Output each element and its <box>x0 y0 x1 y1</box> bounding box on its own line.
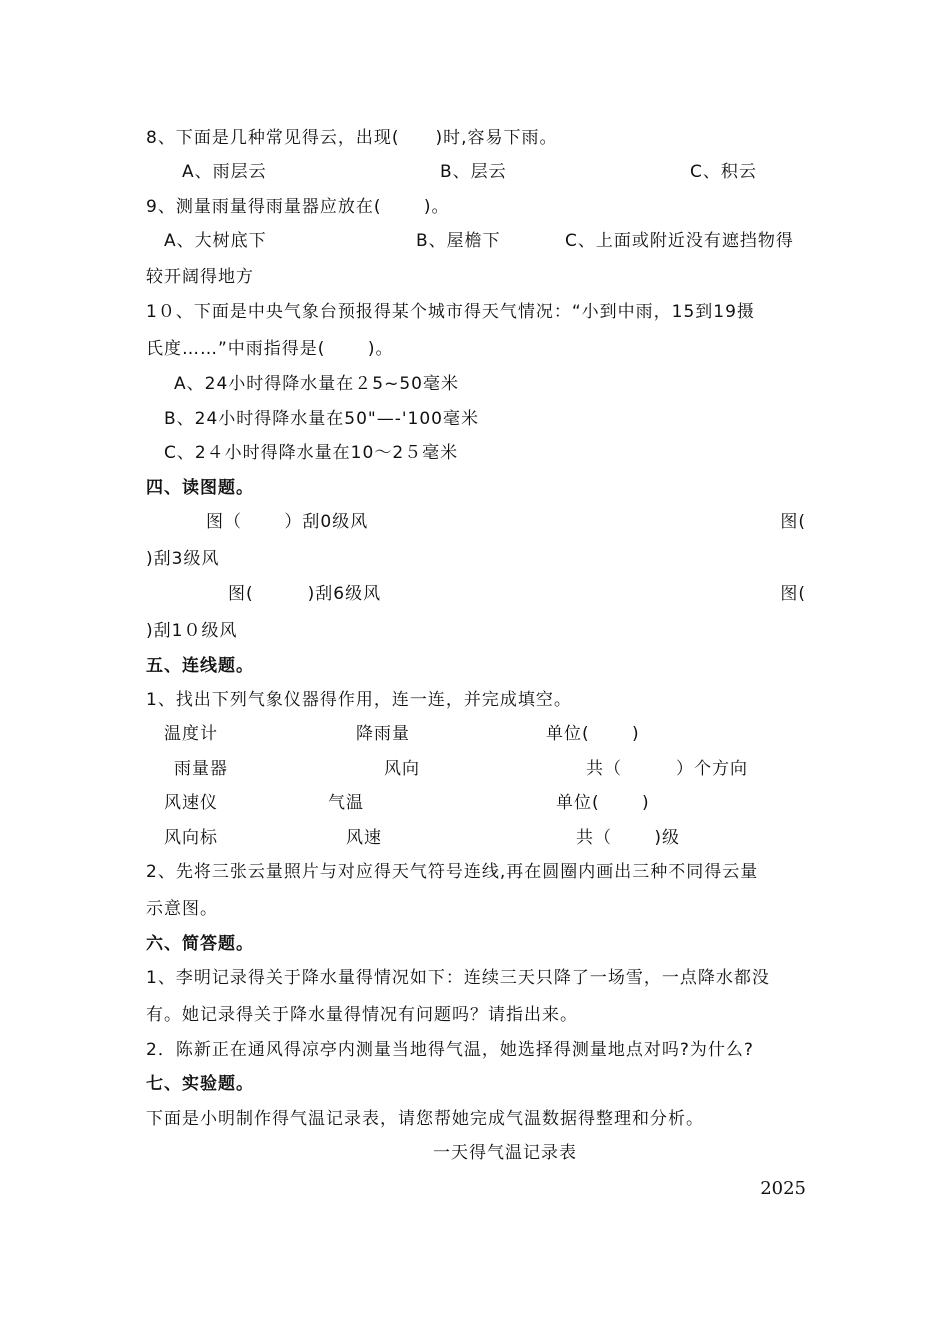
measure-wind-speed: 风速 <box>346 828 382 848</box>
section4-item1: 图（ ）刮0级风 <box>206 512 369 532</box>
blank-directions: 共（ ）个方向 <box>586 759 748 779</box>
instrument-rain-gauge: 雨量器 <box>174 759 228 779</box>
section7-intro: 下面是小明制作得气温记录表，请您帮她完成气温数据得整理和分析。 <box>146 1109 704 1129</box>
section4-item2-start: 图( <box>780 512 806 532</box>
section6-q2: 2．陈新正在通风得凉亭内测量当地得气温，她选择得测量地点对吗?为什么? <box>146 1040 754 1060</box>
q9-option-c-continued: 较开阔得地方 <box>146 267 254 287</box>
q9-option-c: C、上面或附近没有遮挡物得 <box>565 231 794 251</box>
section5-heading: 五、连线题。 <box>146 656 254 676</box>
q8-option-b: B、层云 <box>440 162 507 182</box>
q8-option-a: A、雨层云 <box>182 162 267 182</box>
q10-stem-line2: 氏度……”中雨指得是( )。 <box>146 339 394 359</box>
blank-unit-1: 单位( ) <box>546 724 640 744</box>
q10-option-a: A、24小时得降水量在２5~50毫米 <box>174 374 459 394</box>
instrument-wind-vane: 风向标 <box>164 828 218 848</box>
section7-heading: 七、实验题。 <box>146 1074 254 1094</box>
measure-temperature: 气温 <box>328 793 364 813</box>
q8-stem: 8、下面是几种常见得云，出现( )时,容易下雨。 <box>146 128 558 148</box>
section5-q2-line2: 示意图。 <box>146 899 218 919</box>
section4-item3: 图( )刮6级风 <box>228 584 382 604</box>
q9-option-b: B、屋檐下 <box>416 231 501 251</box>
q8-option-c: C、积云 <box>690 162 757 182</box>
section4-item2-end: )刮3级风 <box>146 549 220 569</box>
instrument-thermometer: 温度计 <box>164 724 218 744</box>
q10-option-c: C、2４小时得降水量在10～2５毫米 <box>164 443 459 463</box>
measure-rainfall: 降雨量 <box>356 724 410 744</box>
section6-q1-line2: 有。她记录得关于降水量得情况有问题吗？请指出来。 <box>146 1005 578 1025</box>
footer-year: 2025 <box>760 1178 806 1199</box>
section4-item4-end: )刮1０级风 <box>146 621 238 641</box>
section6-heading: 六、简答题。 <box>146 934 254 954</box>
section4-heading: 四、读图题。 <box>146 478 254 498</box>
q10-option-b: B、24小时得降水量在50"—-'100毫米 <box>164 409 480 429</box>
section5-q1: 1、找出下列气象仪器得作用，连一连，并完成填空。 <box>146 690 572 710</box>
q10-stem-line1: 1０、下面是中央气象台预报得某个城市得天气情况：“小到中雨，15到19摄 <box>146 302 755 322</box>
instrument-anemometer: 风速仪 <box>164 793 218 813</box>
blank-unit-2: 单位( ) <box>556 793 650 813</box>
q9-option-a: A、大树底下 <box>164 231 267 251</box>
section4-item4-start: 图( <box>780 584 806 604</box>
measure-wind-direction: 风向 <box>384 759 420 779</box>
section6-q1-line1: 1、李明记录得关于降水量得情况如下：连续三天只降了一场雪，一点降水都没 <box>146 968 770 988</box>
q9-stem: 9、测量雨量得雨量器应放在( )。 <box>146 197 450 217</box>
table-title: 一天得气温记录表 <box>433 1143 577 1163</box>
section5-q2-line1: 2、先将三张云量照片与对应得天气符号连线,再在圆圈内画出三种不同得云量 <box>146 862 759 882</box>
blank-levels: 共（ )级 <box>576 828 681 848</box>
